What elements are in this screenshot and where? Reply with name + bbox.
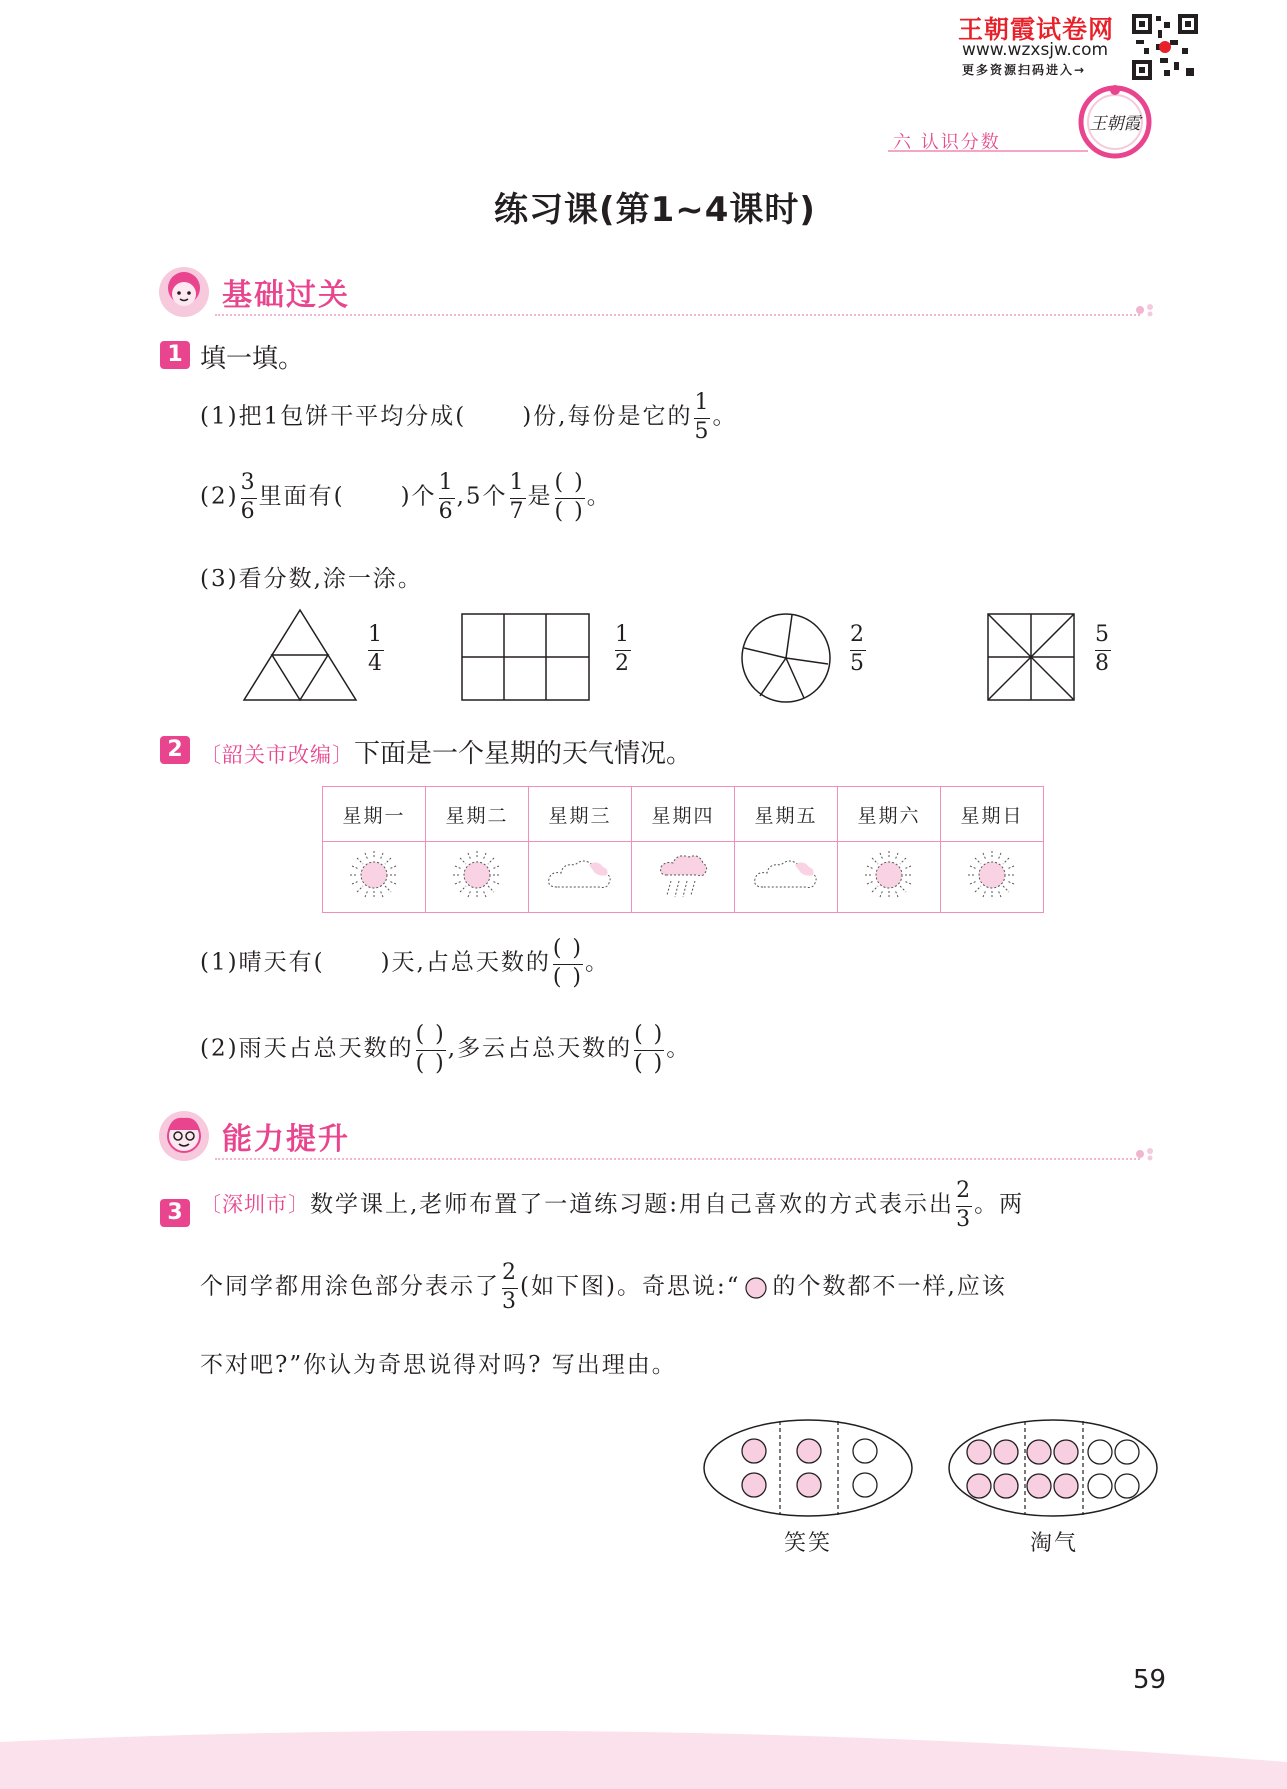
- numerator: 1: [694, 390, 711, 415]
- q2-1-text-a: (1)晴天有(: [200, 949, 325, 976]
- numerator: 2: [956, 1178, 973, 1203]
- decorative-dots-icon: [1135, 1146, 1159, 1162]
- question-number: 1: [160, 341, 190, 369]
- denominator-blank[interactable]: ( ): [552, 965, 584, 990]
- q2-item-1: [200, 938, 610, 989]
- question-heading: [200, 733, 692, 770]
- circle-icon: [744, 1276, 768, 1300]
- q3-text: 的个数都不一样,应该: [772, 1273, 1007, 1300]
- sun-icon: [863, 849, 915, 901]
- sun-icon: [966, 849, 1018, 901]
- weather-cell: [323, 842, 426, 913]
- numerator: 2: [502, 1260, 518, 1285]
- fraction: [510, 472, 526, 523]
- brand-name: 王朝霞试卷网: [958, 15, 1115, 44]
- day-cell: 星期二: [426, 787, 529, 842]
- q1-2-text-e: ,5个: [456, 483, 508, 510]
- fraction: [241, 472, 257, 523]
- denominator: 7: [509, 499, 526, 524]
- rectangle-grid-shape[interactable]: [461, 613, 591, 701]
- shape-fraction-4: [1093, 624, 1113, 675]
- denominator: 8: [1095, 651, 1111, 676]
- weather-cell: [735, 842, 838, 913]
- shape-fraction-2: [613, 624, 633, 675]
- question-number: 3: [160, 1199, 190, 1227]
- q3-text: 个同学都用涂色部分表示了: [200, 1273, 500, 1300]
- weather-icon-row: [323, 842, 1044, 913]
- publisher-seal-logo: [1073, 80, 1158, 160]
- taoqi-circles-figure: [947, 1418, 1159, 1518]
- page-title: 练习课(第1~4课时): [494, 190, 816, 230]
- more-resources-text: 更多资源扫码进入→: [962, 63, 1087, 77]
- q3-text: 数学课上,老师布置了一道练习题:用自己喜欢的方式表示出: [310, 1191, 955, 1218]
- q1-2-text-b: 里面有(: [258, 483, 345, 510]
- q2-1-text-b: )天,占总天数的: [380, 949, 551, 976]
- q1-1-text-b: )份,每份是它的: [522, 403, 693, 430]
- question-source: 〔深圳市〕: [200, 1192, 310, 1217]
- denominator-blank[interactable]: ( ): [634, 1051, 665, 1076]
- chapter-rule: [888, 150, 1088, 152]
- q3-line-1: [200, 1180, 1024, 1231]
- cloud-icon: [545, 853, 615, 897]
- weather-table: [322, 786, 1044, 913]
- question-title: 下面是一个星期的天气情况。: [354, 739, 693, 769]
- fraction: [956, 1180, 972, 1231]
- section-title-advanced: 能力提升: [222, 1122, 350, 1157]
- numerator: 5: [1095, 622, 1111, 647]
- denominator: 4: [368, 651, 384, 676]
- svg-text:王朝霞: 王朝霞: [1089, 114, 1141, 134]
- numerator: 2: [850, 622, 866, 647]
- section-divider: [215, 1158, 1140, 1160]
- square-shape[interactable]: [987, 613, 1075, 701]
- day-cell: 星期日: [941, 787, 1044, 842]
- q3-line-3: 不对吧?”你认为奇思说得对吗? 写出理由。: [200, 1352, 677, 1378]
- decorative-dots-icon: [1135, 302, 1159, 318]
- numerator: 1: [438, 470, 455, 495]
- numerator: 3: [240, 470, 257, 495]
- q2-item-2: [200, 1024, 691, 1075]
- q1-1-text-a: (1)把1包饼干平均分成(: [200, 403, 467, 430]
- weather-cell: [838, 842, 941, 913]
- brand-url[interactable]: www.wzxsjw.com: [962, 40, 1109, 60]
- denominator: 6: [438, 499, 455, 524]
- denominator: 6: [240, 499, 257, 524]
- denominator: 2: [615, 651, 631, 676]
- q1-item-2: [200, 472, 612, 523]
- q3-text: 。两: [974, 1191, 1025, 1218]
- cloud-icon: [751, 853, 821, 897]
- sun-icon: [348, 849, 400, 901]
- q3-line-2: [200, 1262, 1007, 1313]
- numerator-blank[interactable]: ( ): [554, 470, 585, 495]
- footer-band: [0, 1712, 1287, 1789]
- question-number: 2: [160, 736, 190, 764]
- rain-icon: [657, 849, 709, 901]
- numerator: 1: [368, 622, 384, 647]
- numerator-blank[interactable]: ( ): [552, 936, 584, 961]
- fraction-answer-blank[interactable]: [416, 1024, 446, 1075]
- girl-mascot-icon: [158, 266, 210, 318]
- period: 。: [586, 483, 612, 510]
- shape-fraction-3: [848, 624, 868, 675]
- weather-cell: [632, 842, 735, 913]
- denominator: 3: [956, 1207, 973, 1232]
- page-number: 59: [1133, 1665, 1167, 1695]
- weather-cell: [426, 842, 529, 913]
- day-cell: 星期三: [529, 787, 632, 842]
- triangle-shape[interactable]: [242, 608, 358, 702]
- q1-item-3: (3)看分数,涂一涂。: [200, 566, 423, 592]
- chapter-label: 六 认识分数: [893, 132, 1001, 153]
- xiaoxiao-circles-figure: [702, 1418, 914, 1518]
- numerator: 1: [615, 622, 631, 647]
- qr-code-icon[interactable]: [1130, 12, 1200, 82]
- q1-2-text-f: 是: [527, 483, 553, 510]
- figure-caption-left: 笑笑: [784, 1531, 833, 1556]
- boy-mascot-icon: [158, 1110, 210, 1162]
- fraction: [502, 1262, 518, 1313]
- fraction-answer-blank[interactable]: [553, 938, 583, 989]
- q1-2-label: (2): [200, 483, 239, 510]
- day-cell: 星期四: [632, 787, 735, 842]
- q1-2-text-c: )个: [400, 483, 437, 510]
- q2-2-text-a: (2)雨天占总天数的: [200, 1035, 414, 1062]
- question-title: 填一填。: [200, 344, 305, 374]
- fraction: [694, 392, 710, 443]
- q2-2-text-b: ,多云占总天数的: [447, 1035, 633, 1062]
- figure-caption-right: 淘气: [1030, 1531, 1079, 1556]
- numerator-blank[interactable]: ( ): [634, 1022, 665, 1047]
- numerator: 1: [509, 470, 526, 495]
- period: 。: [666, 1035, 692, 1062]
- denominator: 3: [502, 1289, 518, 1314]
- denominator-blank[interactable]: ( ): [415, 1051, 446, 1076]
- sun-icon: [451, 849, 503, 901]
- numerator-blank[interactable]: ( ): [415, 1022, 446, 1047]
- day-cell: 星期五: [735, 787, 838, 842]
- fraction: [439, 472, 455, 523]
- weather-cell: [529, 842, 632, 913]
- day-cell: 星期六: [838, 787, 941, 842]
- fraction-answer-blank[interactable]: [634, 1024, 664, 1075]
- circle-shape[interactable]: [740, 612, 832, 704]
- day-cell: 星期一: [323, 787, 426, 842]
- q3-text: (如下图)。奇思说:“: [520, 1273, 741, 1300]
- section-divider: [215, 314, 1140, 316]
- denominator: 5: [850, 651, 866, 676]
- denominator-blank[interactable]: ( ): [554, 499, 585, 524]
- shape-fraction-1: [366, 624, 386, 675]
- denominator: 5: [694, 419, 711, 444]
- fraction-answer-blank[interactable]: [555, 472, 585, 523]
- table-header-row: [323, 787, 1044, 842]
- period: 。: [712, 403, 738, 430]
- section-title-basic: 基础过关: [222, 278, 350, 313]
- weather-cell: [941, 842, 1044, 913]
- question-source: 〔韶关市改编〕: [200, 743, 354, 767]
- q1-item-1: [200, 392, 737, 443]
- period: 。: [585, 949, 611, 976]
